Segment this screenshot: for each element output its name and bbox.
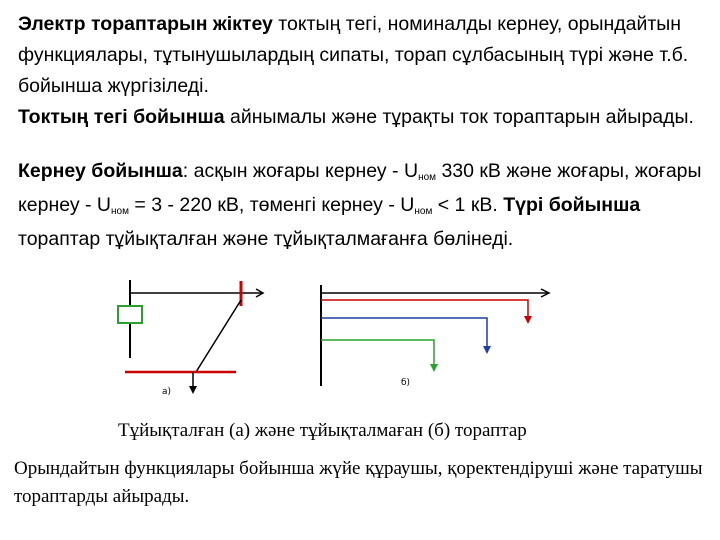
text-voltage-3: = 3 - 220 кВ, төменгі кернеу - U xyxy=(128,194,415,216)
diagonal-line xyxy=(196,300,241,372)
arrow-red-icon xyxy=(524,316,532,324)
text-type: тораптар тұйықталған және тұйықталмағанға бөлінеді. xyxy=(18,228,514,250)
source-box xyxy=(118,306,142,323)
text-voltage-4: < 1 кВ. xyxy=(432,194,504,216)
heading-voltage: Кернеу бойынша xyxy=(18,160,183,182)
load-arrow-icon xyxy=(189,386,197,394)
text-voltage-1: : асқын жоғары кернеу - U xyxy=(182,160,419,182)
text-voltage-2: 330 кВ және жоғары, жоғары кернеу - U xyxy=(18,160,702,216)
subscript-nom-2: ном xyxy=(111,206,129,217)
closed-network-a xyxy=(118,280,263,397)
heading-type: Түрі бойынша xyxy=(503,194,641,216)
footer-paragraph: Орындайтын функциялары бойынша жүйе құраушы, қоректендіруші және таратушы тораптарды айырады. xyxy=(14,458,703,507)
arrow-blue-icon xyxy=(483,346,491,354)
heading-current-type: Токтың тегі бойынша xyxy=(18,106,225,128)
subscript-nom-3: ном xyxy=(414,206,433,217)
label-b: б) xyxy=(401,378,411,388)
line-blue xyxy=(321,318,487,350)
text-classification: токтың тегі, номиналды кернеу, орындайтын функциялары, тұтынушылардың сипаты, торап сұлбасының түрі және т.б. бойынша жүргізіледі. xyxy=(18,13,689,97)
line-red xyxy=(321,300,528,320)
diagram-caption: Тұйықталған (а) және тұйықталмаған (б) тораптар xyxy=(118,420,527,441)
line-green xyxy=(321,340,434,368)
heading-classification: Электр тораптарын жіктеу xyxy=(18,13,273,35)
open-network-b xyxy=(321,285,549,388)
subscript-nom-1: ном xyxy=(418,172,437,183)
label-a: а) xyxy=(162,387,172,397)
text-current-type: айнымалы және тұрақты ток тораптарын айырады. xyxy=(224,106,694,128)
arrow-green-icon xyxy=(430,364,438,372)
